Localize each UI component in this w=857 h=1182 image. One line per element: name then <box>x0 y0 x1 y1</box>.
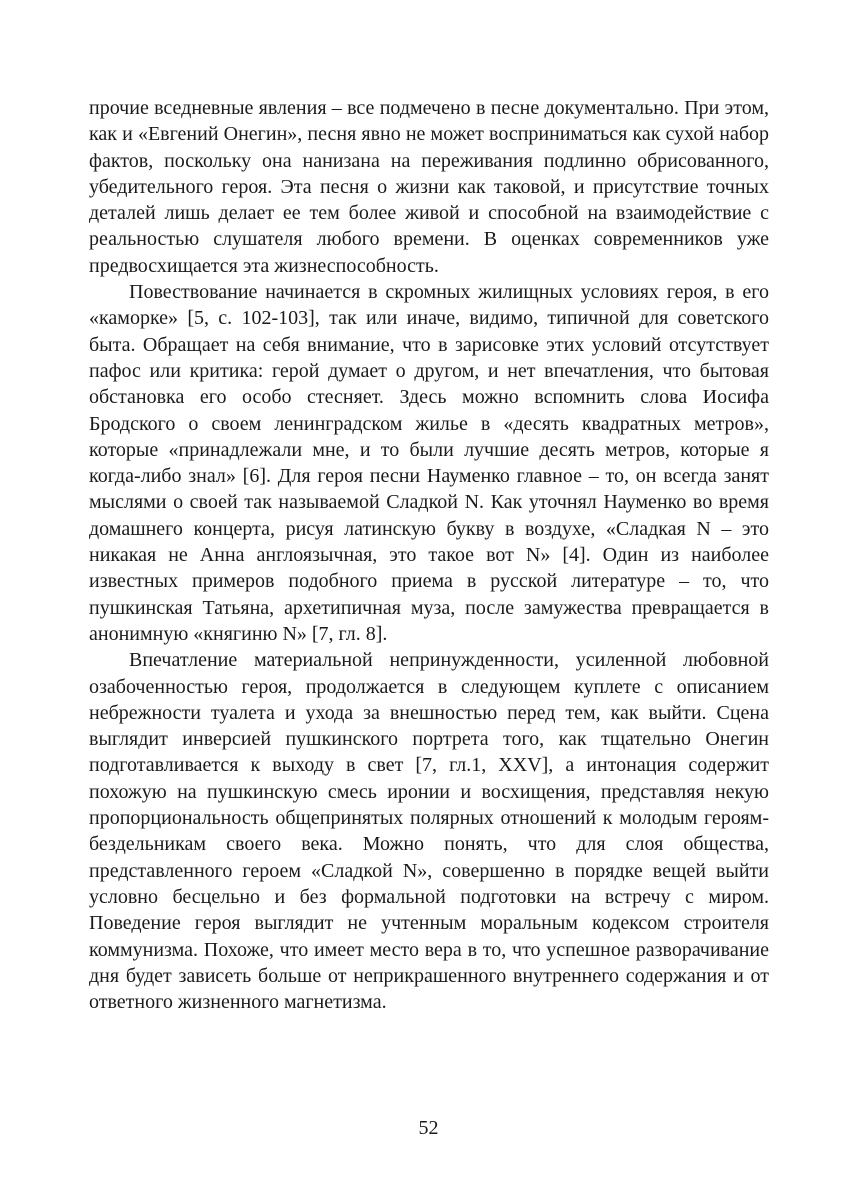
paragraph-2: Повествование начинается в скромных жилищных условиях героя, в его «каморке» [5, с. 102-103], так или иначе, видимо, типичной для советского быта. Обращает на себя внимание, что в зарисовке этих условий отсутствует пафос или критика: герой думает о другом, и нет впечатления, что бытовая обстановка его особо стесняет. Здесь можно вспомнить слова Иосифа Бродского о своем ленинградском жилье в «десять квадратных метров», которые «принадлежали мне, и то были лучшие десять метров, которые я когда-либо знал» [6]. Для героя песни Науменко главное – то, он всегда занят мыслями о своей так называемой Сладкой N. Как уточнял Науменко во время домашнего концерта, рисуя латинскую букву в воздухе, «Сладкая N – это никакая не Анна англоязычная, это такое вот N» [4]. Один из наиболее известных примеров подобного приема в русской литературе – то, что пушкинская Татьяна, архетипичная муза, после замужества превращается в анонимную «княгиню N» [7, гл. 8]. <box>89 281 769 645</box>
page-number: 52 <box>418 1117 439 1139</box>
paragraph-1: прочие вседневные явления – все подмечено в песне документально. При этом, как и «Евгений Онегин», песня явно не может восприниматься как сухой набор фактов, поскольку она нанизана на переживания подлинно обрисованного, убедительного героя. Эта песня о жизни как таковой, и присутствие точных деталей лишь делает ее тем более живой и способной на взаимодействие с реальностью слушателя любого времени. В оценках современников уже предвосхищается эта жизнеспособность. <box>89 97 769 277</box>
paragraph-3: Впечатление материальной непринужденности, усиленной любовной озабоченностью героя, продолжается в следующем куплете с описанием небрежности туалета и ухода за внешностью перед тем, как выйти. Сцена выглядит инверсией пушкинского портрета того, как тщательно Онегин подготавливается к выходу в свет [7, гл.1, XXV], а интонация содержит похожую на пушкинскую смесь иронии и восхищения, представляя некую пропорциональность общепринятых полярных отношений к молодым героям-бездельникам своего века. Можно понять, что для слоя общества, представленного героем «Сладкой N», совершенно в порядке вещей выйти условно бесцельно и без формальной подготовки на встречу с миром. Поведение героя выглядит не учтенным моральным кодексом строителя коммунизма. Похоже, что имеет место вера в то, что успешное разворачивание дня будет зависеть больше от неприкрашенного внутреннего содержания и от ответного жизненного магнетизма. <box>89 649 769 1014</box>
body-text <box>89 95 769 1015</box>
